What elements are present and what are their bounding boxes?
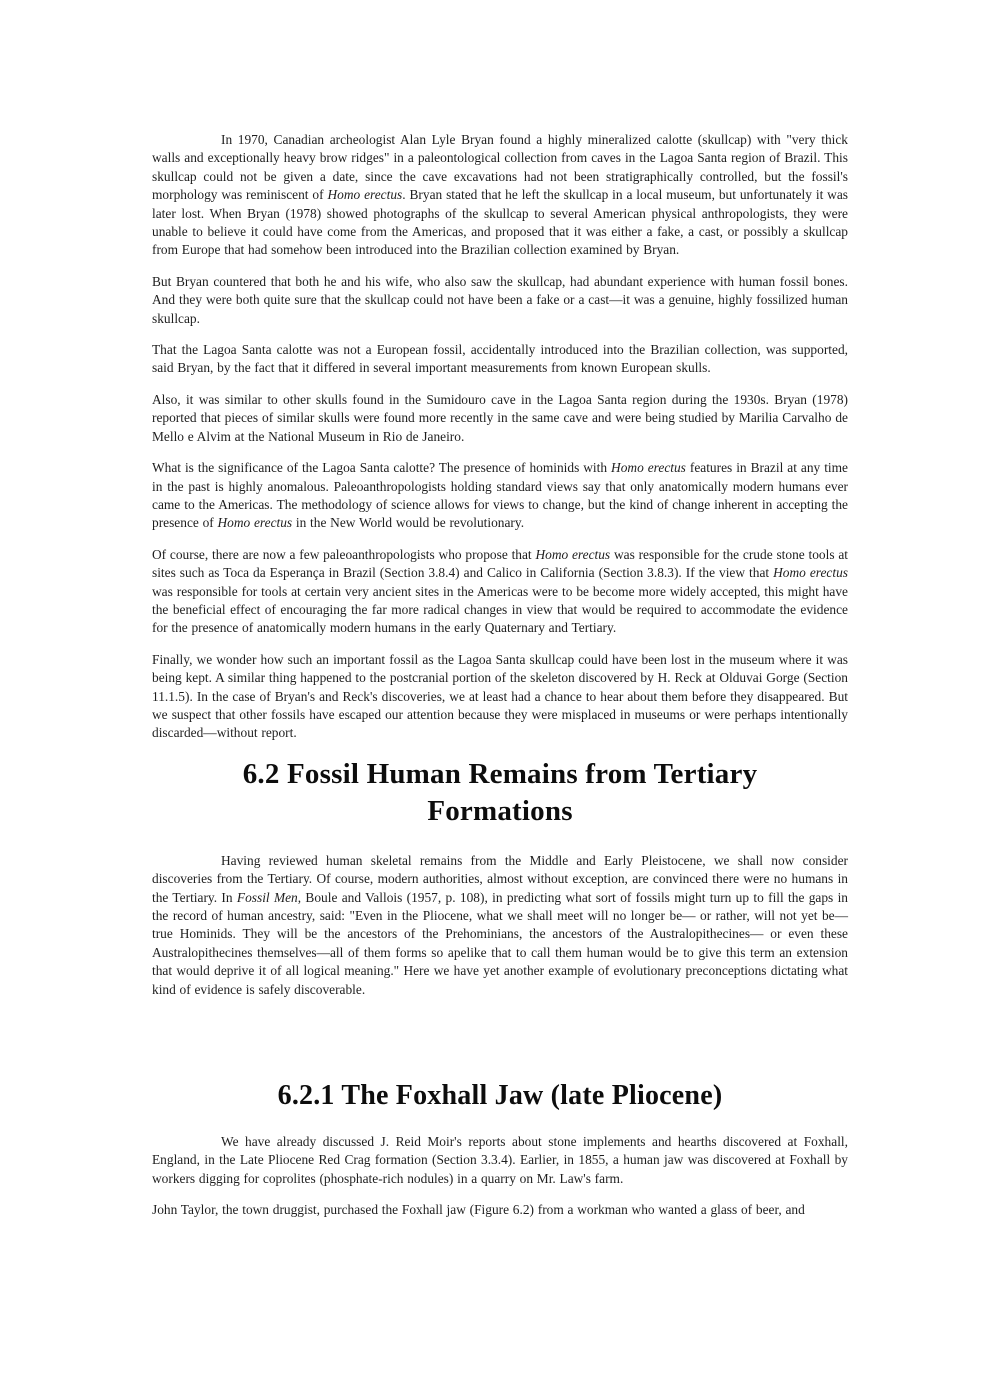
text-run: John Taylor, the town druggist, purchased the Foxhall jaw (Figure 6.2) from a workman who wanted a glass of beer, and (152, 1202, 805, 1218)
text-run: features in Brazil at any time in the past is highly anomalous. Paleoanthropologists holding standard views say that only anatomically modern humans ever came to the Americas. The methodology of science allows for views to change, but the kind of change inherent in accepting the presence of (152, 460, 848, 531)
italic-text: Homo erectus (611, 460, 686, 476)
text-run: What is the significance of the Lagoa Santa calotte? The presence of hominids with (152, 460, 612, 476)
paragraph (152, 459, 848, 533)
italic-text: Homo erectus (773, 565, 848, 581)
text-run: That the Lagoa Santa calotte was not a European fossil, accidentally introduced into the Brazilian collection, was supported, said Bryan, by the fact that it differed in several important measurements from known European skulls. (152, 342, 848, 376)
text-run: Also, it was similar to other skulls found in the Sumidouro cave in the Lagoa Santa region during the 1930s. Bryan (1978) reported that pieces of similar skulls were found more recently in the same cave and were being studied by Marilia Carvalho de Mello e Alvim at the National Museum in Rio de Janeiro. (152, 391, 848, 444)
text-run: Finally, we wonder how such an important fossil as the Lagoa Santa skullcap could have been lost in the museum where it was being kept. A similar thing happened to the postcranial portion of the skeleton discovered by H. Reck at Olduvai Gorge (Section 11.1.5). In the case of Bryan's and Reck's discoveries, we at least had a chance to hear about them before they disappeared. But we suspect that other fossils have escaped our attention because they were misplaced in museums or were perhaps intentionally discarded—without report. (152, 651, 848, 741)
text-run: But Bryan countered that both he and his wife, who also saw the skullcap, had abundant experience with human fossil bones. And they were both quite sure that the skullcap could not have been a fake or a cast—it was a genuine, highly fossilized human skullcap. (152, 273, 848, 326)
italic-text: Homo erectus (535, 546, 611, 562)
text-run: was responsible for the crude stone tools at sites such as Toca da Esperança in Brazil (Section 3.8.4) and Calico in California (Section 3.8.3). If the view that (152, 546, 848, 581)
paragraph (152, 341, 848, 378)
text-run: was responsible for tools at certain very ancient sites in the Americas were to be become more widely accepted, this might have the beneficial effect of encouraging the far more radical changes in view that would be required to accommodate the evidence for the presence of anatomically modern humans in the early Quaternary and Tertiary. (152, 583, 848, 636)
paragraph (152, 546, 848, 638)
paragraph (152, 391, 848, 446)
italic-text: Homo erectus (217, 515, 293, 531)
text-run: , Boule and Vallois (1957, p. 108), in predicting what sort of fossils might turn up to fill the gaps in the record of human ancestry, said: "Even in the Pliocene, what we shall meet will no longer be— or rather, will not yet be—true Hominids. They will be the ancestors of the Prehominians, the ancestors of the Australopithecines— or even these Australopithecines themselves—all of them forms so apelike that to call them human would be to give this term an extension that would deprive it of all logical meaning." Here we have yet another example of evolutionary preconceptions dictating what kind of evidence is safely discoverable. (152, 889, 848, 997)
text-run: . Bryan stated that he left the skullcap in a local museum, but unfortunately it was later lost. When Bryan (1978) showed photographs of the skullcap to several American physical anthropologists, they were unable to believe it could have come from the Americas, and proposed that it was either a fake, a cast, or possibly a skullcap from Europe that had somehow been introduced into the Brazilian collection examined by Bryan. (152, 187, 848, 258)
text-run: In 1970, Canadian archeologist Alan Lyle Bryan found a highly mineralized calotte (skullcap) with "very thick walls and exceptionally heavy brow ridges" in a paleontological collection from caves in the Lagoa Santa region of Brazil. This skullcap could not be given a date, since the cave excavations had not been stratigraphically controlled, but the fossil's morphology was reminiscent of (152, 132, 848, 203)
text-run: We have already discussed J. Reid Moir's reports about stone implements and hearths discovered at Foxhall, England, in the Late Pliocene Red Crag formation (Section 3.3.4). Earlier, in 1855, a human jaw was discovered at Foxhall by workers digging for coprolites (phosphate-rich nodules) in a quarry on Mr. Law's farm. (152, 1134, 848, 1186)
italic-text: Fossil Men (236, 889, 298, 905)
paragraph (152, 1133, 848, 1188)
italic-text: Homo erectus (327, 187, 403, 203)
subsection-heading: 6.2.1 The Foxhall Jaw (late Pliocene) (277, 1080, 723, 1112)
paragraph (152, 651, 848, 743)
paragraph (152, 852, 848, 999)
section-heading: 6.2 Fossil Human Remains from Tertiary Formations (242, 757, 758, 827)
paragraph (152, 273, 848, 328)
text-run: Having reviewed human skeletal remains from the Middle and Early Pleistocene, we shall now consider discoveries from the Tertiary. Of course, modern authorities, almost without exception, are convinced there were no humans in the Tertiary. In (152, 852, 848, 905)
paragraph (152, 131, 848, 260)
text-run: in the New World would be revolutionary. (292, 515, 525, 531)
paragraph (152, 1201, 848, 1219)
text-run: Of course, there are now a few paleoanthropologists who propose that (152, 546, 536, 562)
page-content (152, 131, 848, 1220)
